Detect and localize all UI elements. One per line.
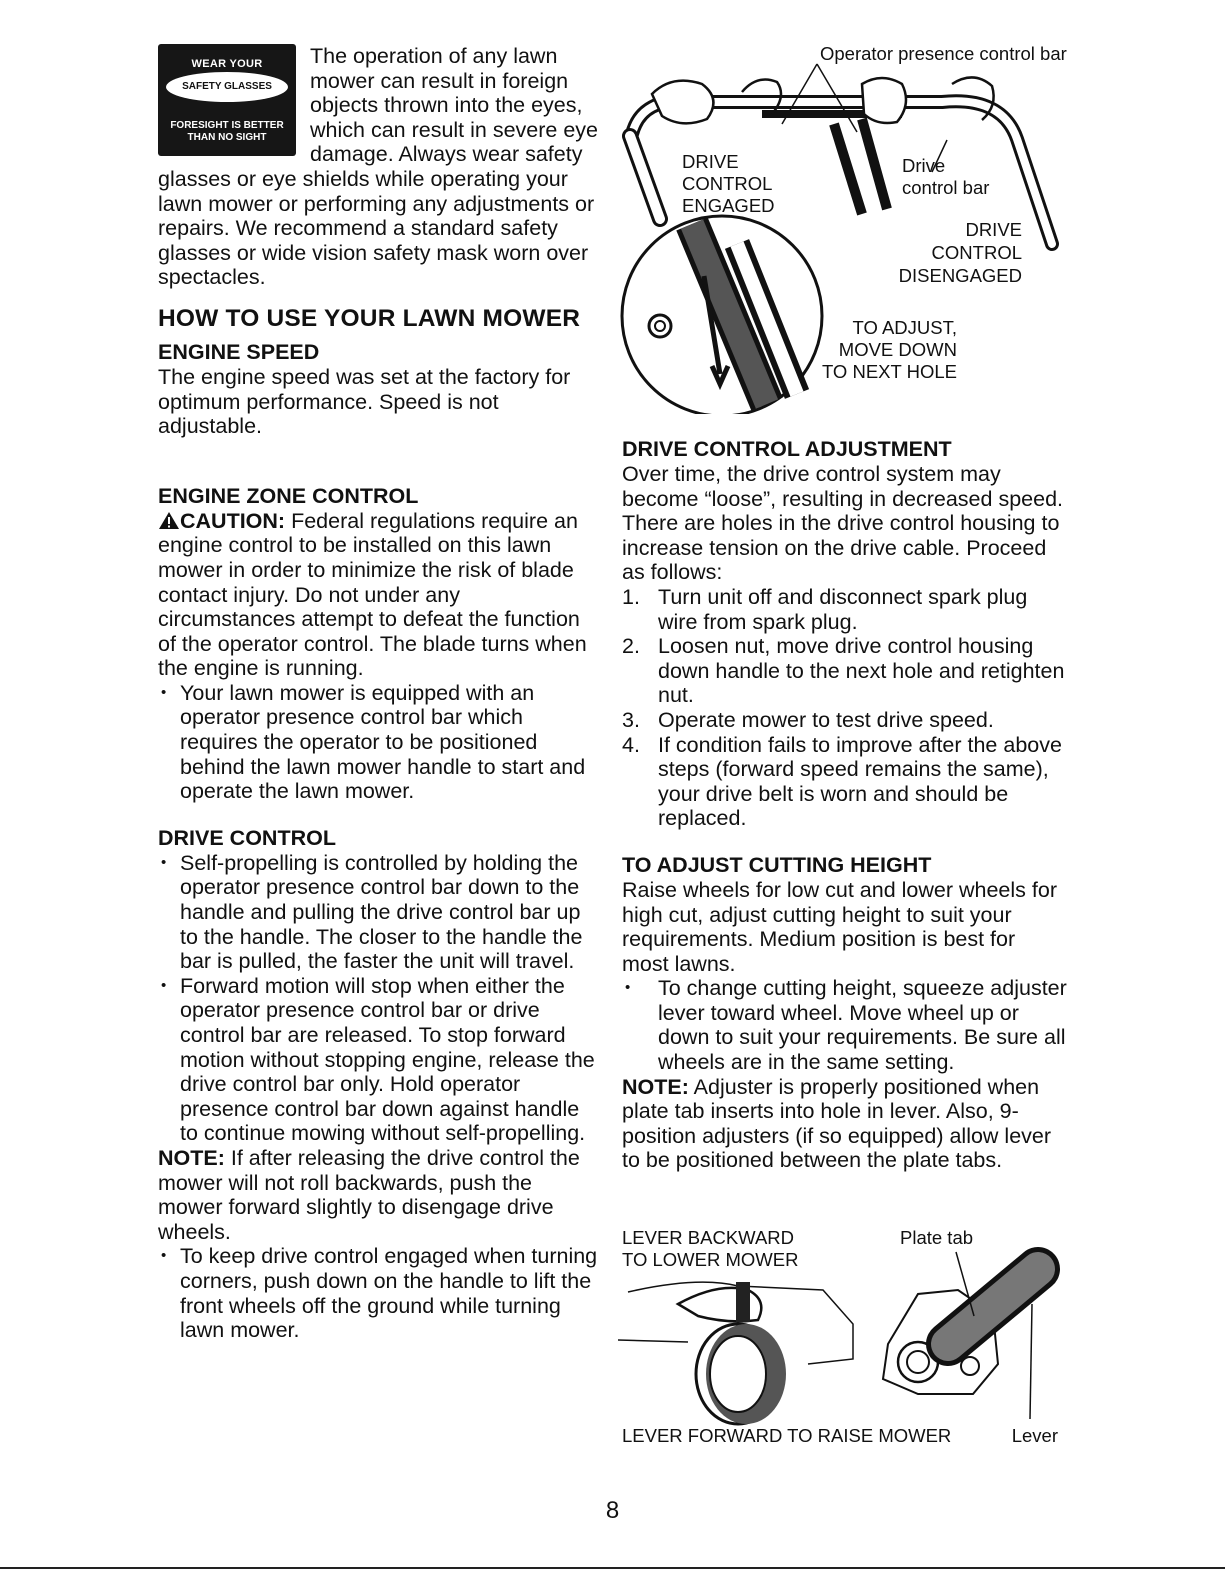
adjust-label-1: TO ADJUST, bbox=[852, 317, 957, 338]
intro-paragraph: The operation of any lawn mower can result in foreign objects thrown into the eyes, which can result in severe eye damage. Always wear safety glasses or eye shields while operating your lawn mower or performing any adjustments or repairs. We recommend a standard safety glasses or wide vision safety mask worn over spectacles. bbox=[158, 44, 599, 290]
note-text: Adjuster is properly positioned when plate tab inserts into hole in lever. Also, 9-position adjusters (if so equipped) allow lever to be positioned between the plate tabs. bbox=[622, 1074, 1052, 1173]
main-heading: HOW TO USE YOUR LAWN MOWER bbox=[158, 304, 581, 332]
drive-bullets bbox=[158, 851, 598, 1146]
engine-speed-text: The engine speed was set at the factory for optimum performance. Speed is not adjustable. bbox=[158, 364, 571, 439]
engine-speed-heading: ENGINE SPEED bbox=[158, 339, 320, 364]
disengaged-label-2: CONTROL bbox=[931, 242, 1022, 263]
list-item bbox=[622, 708, 1067, 733]
bottom-rule bbox=[0, 1567, 1225, 1569]
cutting-bullets bbox=[622, 976, 1067, 1074]
drive-note bbox=[158, 1146, 598, 1244]
step-text: Turn unit off and disconnect spark plug wire from spark plug. bbox=[658, 584, 1028, 634]
adjustment-steps bbox=[622, 585, 1067, 831]
list-item: • Self-propelling is controlled by holding the operator presence control bar down to the handle and pulling the drive control bar up to the handle. The closer to the handle the bar is pulled, the faster the unit will travel. bbox=[158, 851, 598, 974]
caution-text: Federal regulations require an engine control to be installed on this lawn mower in order to minimize the risk of blade contact injury. Do not under any circumstances attempt to defeat the function of the operator control. The blade turns when the engine is running. bbox=[158, 508, 587, 681]
lever-backward-label-2: TO LOWER MOWER bbox=[622, 1249, 799, 1270]
lever-backward-label-1: LEVER BACKWARD bbox=[622, 1227, 795, 1248]
list-item bbox=[622, 585, 1067, 634]
list-item: • To keep drive control engaged when turning corners, push down on the handle to lift the front wheels off the ground while turning lawn mower. bbox=[158, 1244, 598, 1342]
engaged-label-3: ENGAGED bbox=[682, 195, 775, 216]
list-item: • Your lawn mower is equipped with an operator presence control bar which requires the operator to be positioned behind the lawn mower handle to start and operate the lawn mower. bbox=[158, 681, 598, 804]
cutting-height-heading: TO ADJUST CUTTING HEIGHT bbox=[622, 852, 932, 877]
left-column bbox=[158, 44, 598, 1343]
drive-adjustment-text: Over time, the drive control system may become “loose”, resulting in decreased speed. There are holes in the drive control housing to increase tension on the drive cable. Proceed as follows: bbox=[622, 462, 1064, 585]
step-number: 1. bbox=[622, 584, 640, 609]
adjust-label-2: MOVE DOWN bbox=[838, 339, 957, 360]
list-item bbox=[622, 733, 1067, 831]
note-label: NOTE: bbox=[622, 1074, 689, 1099]
badge-line3a: FORESIGHT IS BETTER bbox=[170, 120, 284, 131]
engaged-label-2: CONTROL bbox=[682, 173, 773, 194]
drive-control-diagram bbox=[612, 44, 1072, 414]
step-text: Loosen nut, move drive control housing down handle to the next hole and retighten nut. bbox=[658, 634, 1065, 708]
plate-tab-label: Plate tab bbox=[900, 1227, 974, 1248]
step-number: 3. bbox=[622, 707, 640, 732]
zone-bullets bbox=[158, 681, 598, 804]
cutting-height-diagram bbox=[618, 1224, 1068, 1454]
page-number: 8 bbox=[605, 1497, 620, 1524]
step-text: Operate mower to test drive speed. bbox=[658, 707, 994, 732]
step-number: 4. bbox=[622, 732, 640, 757]
engine-zone-heading: ENGINE ZONE CONTROL bbox=[158, 483, 419, 508]
adjust-label-3: TO NEXT HOLE bbox=[821, 361, 957, 382]
caution-label: CAUTION: bbox=[180, 508, 286, 533]
drive-bullets-2 bbox=[158, 1244, 598, 1342]
engaged-label-1: DRIVE bbox=[682, 151, 739, 172]
list-item: • Forward motion will stop when either the operator presence control bar or drive control bar are released. To stop forward motion without stopping engine, release the drive control bar only. Hold operator presence control bar down against handle to continue mowing without self-propelling. bbox=[158, 974, 598, 1146]
badge-line2: SAFETY GLASSES bbox=[166, 72, 288, 102]
disengaged-label-3: DISENGAGED bbox=[898, 265, 1022, 286]
lever-label: Lever bbox=[1011, 1425, 1058, 1446]
drive-bar-label-2: control bar bbox=[902, 177, 990, 198]
drive-bar-label-1: Drive bbox=[902, 155, 946, 176]
warning-triangle-icon bbox=[158, 511, 180, 530]
drive-control-heading: DRIVE CONTROL bbox=[158, 825, 336, 850]
operator-bar-label: Operator presence control bar bbox=[820, 44, 1067, 64]
step-text: If condition fails to improve after the above steps (forward speed remains the same), your drive belt is worn and should be replaced. bbox=[658, 732, 1062, 831]
lever-forward-label: LEVER FORWARD TO RAISE MOWER bbox=[622, 1425, 952, 1446]
step-number: 2. bbox=[622, 634, 640, 659]
badge-line3b: THAN NO SIGHT bbox=[187, 132, 267, 143]
list-item: • To change cutting height, squeeze adjuster lever toward wheel. Move wheel up or down to suit your requirements. Be sure all wheels are in the same setting. bbox=[622, 976, 1067, 1074]
drive-adjustment-heading: DRIVE CONTROL ADJUSTMENT bbox=[622, 437, 952, 461]
disengaged-label-1: DRIVE bbox=[965, 219, 1022, 240]
right-column bbox=[622, 436, 1067, 1173]
note-text: If after releasing the drive control the mower will not roll backwards, push the mower forward slightly to disengage drive wheels. bbox=[158, 1145, 580, 1244]
badge-line3 bbox=[158, 120, 296, 144]
cutting-note bbox=[622, 1075, 1067, 1173]
note-label: NOTE: bbox=[158, 1145, 225, 1170]
badge-line1: WEAR YOUR bbox=[191, 58, 263, 70]
caution-paragraph bbox=[158, 509, 598, 681]
safety-glasses-badge bbox=[158, 44, 296, 156]
list-item bbox=[622, 634, 1067, 708]
cutting-height-text: Raise wheels for low cut and lower wheels for high cut, adjust cutting height to suit your requirements. Medium position is best for most lawns. bbox=[622, 877, 1057, 976]
